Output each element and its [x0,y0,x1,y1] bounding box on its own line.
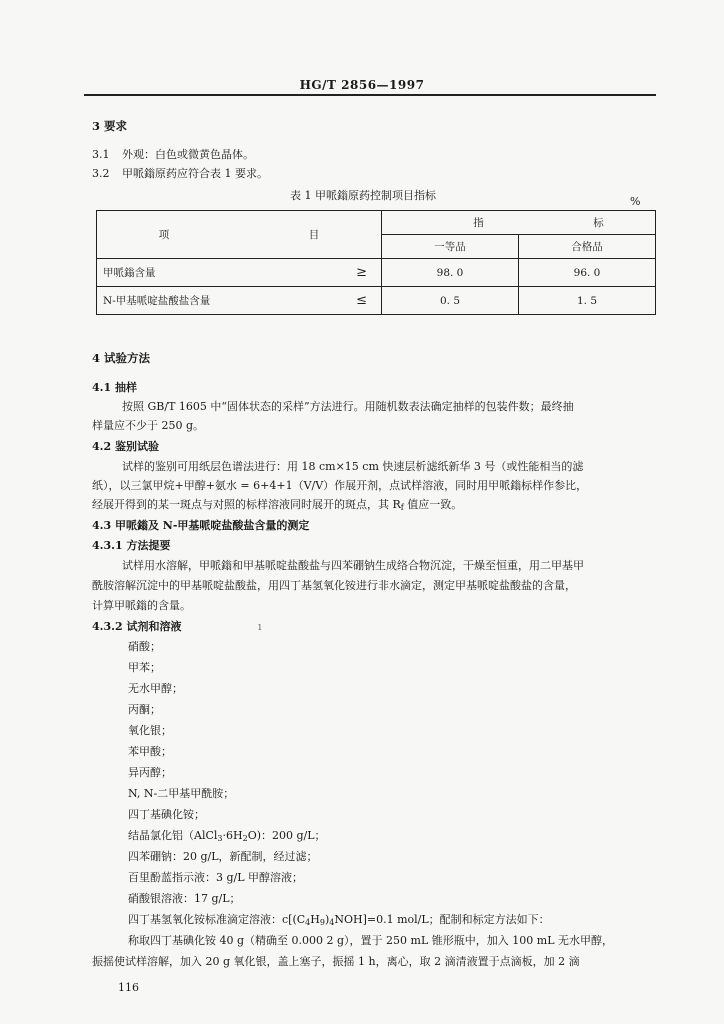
clause-4-1-line-2: 样量应不少于 250 g。 [92,419,205,432]
clause-4-2-line-2: 纸），以三氯甲烷+甲醇+氨水 = 6+4+1（V/V）作展开剂，点试样溶液，同时用甲哌鎓标样作参比， [92,479,588,492]
reagent-tetraphenylborate: 四苯硼钠：20 g/L，新配制，经过滤； [128,850,318,863]
section-3-title: 3 要求 [92,119,128,133]
clause-4-3-1-line-2: 酰胺溶解沉淀中的甲基哌啶盐酸盐，用四丁基氢氧化铵进行非水滴定，测定甲基哌啶盐酸盐的含量， [92,579,576,592]
alcl3-text-a: 结晶氯化铝（AlCl [128,829,218,842]
reagent-item: 氧化银； [128,724,172,737]
header-rule [84,94,656,96]
reagent-item: N, N-二甲基甲酰胺； [128,787,235,800]
clause-4-1-title: 4.1 抽样 [92,381,137,394]
stray-mark: ı [258,620,262,633]
item-header-left: 项 [158,229,170,241]
page-number: 116 [118,981,139,994]
clause-4-2-title: 4.2 鉴别试验 [92,440,159,453]
index-header-left: 指 [473,217,484,229]
table-caption: 表 1 甲哌鎓原药控制项目指标 [290,189,436,202]
row-first-grade-value: 98. 0 [382,259,519,287]
reagent-item: 异丙醇； [128,766,172,779]
row-item-name: N-甲基哌啶盐酸盐含量 [97,287,304,315]
clause-4-3-1-line-1: 试样用水溶解，甲哌鎓和甲基哌啶盐酸盐与四苯硼钠生成络合物沉淀，干燥至恒重，用二甲基甲 [122,559,584,572]
clause-3-1-number: 3.1 [92,148,110,161]
clause-3-1-text: 外观：白色或微黄色晶体。 [122,148,254,161]
row-comparator: ≥ [303,259,382,287]
clause-4-3-title: 4.3 甲哌鎓及 N-甲基哌啶盐酸盐含量的测定 [92,519,310,532]
item-header-right: 目 [308,229,320,241]
table-header-row [97,211,656,235]
clause-4-2-line-3 [92,495,462,518]
clause-4-3-1-title: 4.3.1 方法提要 [92,539,171,552]
grade-first-header: 一等品 [382,235,519,259]
std-text-a: 四丁基氢氧化铵标准滴定溶液：c[(C [128,913,306,926]
preparation-line-2: 振摇使试样溶解，加入 20 g 氧化银，盖上塞子，振摇 1 h，离心，取 2 滴清液置于点滴板，加 2 滴 [92,955,580,968]
index-header-right: 标 [593,217,604,229]
table-unit: % [630,195,641,208]
reagent-thymol-blue: 百里酚蓝指示液：3 g/L 甲醇溶液； [128,871,304,884]
reagent-item: 苯甲酸； [128,745,172,758]
std-text-b: H [310,913,320,926]
reagent-standard-solution [128,910,550,933]
alcl3-sub-2: 2 [242,834,248,843]
index-header-cell [382,211,656,235]
clause-4-3-1-line-3: 计算甲哌鎓的含量。 [92,599,191,612]
std-text-c: ) [324,913,330,926]
std-sub-1: 4 [305,918,311,927]
row-first-grade-value: 0. 5 [382,287,519,315]
reagent-item: 无水甲醇； [128,682,183,695]
item-header-cell [97,211,382,259]
reagent-silver-nitrate: 硝酸银溶液：17 g/L； [128,892,241,905]
row-qualified-value: 1. 5 [519,287,656,315]
table-row [97,287,656,315]
std-text-d: NOH]=0.1 mol/L；配制和标定方法如下： [334,913,550,926]
reagent-item: 甲苯； [128,661,161,674]
clause-3-2-number: 3.2 [92,167,110,180]
std-sub-2: 9 [319,918,325,927]
alcl3-text-c: O)：200 g/L； [247,829,326,842]
row-comparator: ≤ [303,287,382,315]
grade-qualified-header: 合格品 [519,235,656,259]
section-4-title: 4 试验方法 [92,351,151,365]
std-sub-3: 4 [329,918,335,927]
clause-4-2-line-1: 试样的鉴别可用纸层色谱法进行：用 18 cm×15 cm 快速层析滤纸新华 3 号（或性能相当的滤 [122,460,584,473]
alcl3-sub-1: 3 [217,834,223,843]
clause-4-1-line-1: 按照 GB/T 1605 中“固体状态的采样”方法进行。用随机数表法确定抽样的包装件数；最终抽 [122,400,574,413]
clause-3-2-text: 甲哌鎓原药应符合表 1 要求。 [122,167,268,180]
clause-4-3-2-title: 4.3.2 试剂和溶液 [92,620,182,633]
reagent-item: 丙酮； [128,703,161,716]
reagent-alcl3 [128,826,326,849]
rf-subscript: f [400,503,404,512]
row-qualified-value: 96. 0 [519,259,656,287]
row-item-name: 甲哌鎓含量 [97,259,304,287]
spec-table [96,210,656,315]
clause-4-2-line-3-main: 经展开得到的某一斑点与对照的标样溶液同时展开的斑点，其 R [92,498,401,511]
preparation-line-1: 称取四丁基碘化铵 40 g（精确至 0.000 2 g），置于 250 mL 锥形瓶中，加入 100 mL 无水甲醇， [128,934,613,947]
table-row [97,259,656,287]
alcl3-text-b: ·6H [222,829,243,842]
clause-4-2-line-3-end: 值应一致。 [403,498,463,511]
reagent-item: 硝酸； [128,640,161,653]
standard-number-header: HG/T 2856—1997 [299,78,425,92]
reagent-item: 四丁基碘化铵； [128,808,205,821]
